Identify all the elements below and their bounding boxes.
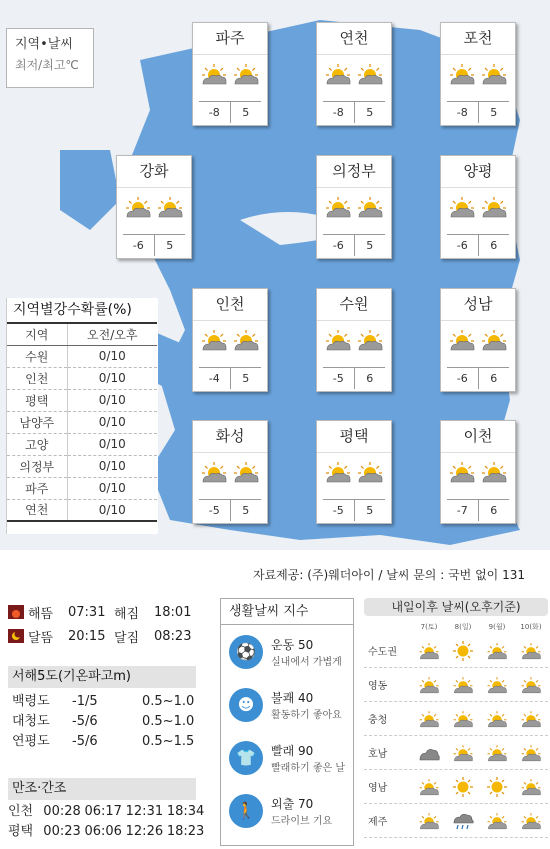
city-temps	[323, 234, 385, 256]
partly-cloudy-icon	[356, 329, 384, 351]
partly-cloudy-icon	[418, 641, 440, 661]
forecast-region: 수도권	[368, 647, 397, 658]
rain-prob: 0/10	[67, 455, 157, 477]
city-card-5	[440, 155, 516, 259]
partly-cloudy-icon	[232, 461, 260, 483]
rain-region: 수원	[7, 345, 67, 367]
city-temps	[447, 234, 509, 256]
partly-cloudy-icon	[448, 329, 476, 351]
rain-prob: 0/10	[67, 433, 157, 455]
rain-row	[7, 367, 157, 389]
forecast-cell	[412, 675, 446, 695]
life-item	[221, 731, 353, 784]
forecast-region: 충청	[368, 715, 388, 726]
forecast-cell	[480, 675, 514, 695]
city-min-temp: -8	[199, 102, 231, 123]
rain-region: 파주	[7, 477, 67, 499]
city-temps	[447, 101, 509, 123]
city-temps	[199, 101, 261, 123]
forecast-title: 내일이후 날씨(오후기준)	[364, 598, 548, 616]
forecast-day: 7(토)	[420, 623, 438, 631]
tide-cell: 18:34	[166, 804, 205, 819]
sun-row	[8, 600, 204, 624]
forecast-cell	[412, 641, 446, 661]
sea-row	[8, 692, 208, 712]
city-name: 성남	[441, 289, 515, 321]
city-max-temp: 6	[490, 239, 498, 252]
city-name: 의정부	[317, 156, 391, 188]
sea-row	[8, 712, 208, 732]
forecast-cell	[480, 743, 514, 763]
city-card-9	[192, 420, 268, 524]
partly-cloudy-icon	[480, 63, 508, 85]
forecast-cell	[412, 709, 446, 729]
life-item-name: 불쾌 40	[271, 690, 314, 705]
partly-cloudy-icon	[418, 811, 440, 831]
city-temps	[123, 234, 185, 256]
sea-row	[8, 732, 208, 752]
sea-island: 대청도	[12, 714, 50, 729]
partly-cloudy-icon	[324, 63, 352, 85]
rain-row	[7, 345, 157, 367]
rain-title: 지역별강수확률(%)	[13, 302, 132, 318]
partly-cloudy-icon	[448, 196, 476, 218]
forecast-day: 10(화)	[520, 623, 542, 631]
rain-header-prob: 오전/오후	[67, 323, 157, 345]
forecast-cell	[480, 641, 514, 661]
city-weather-icons	[441, 55, 515, 93]
moonset-label: 달짐	[114, 630, 140, 646]
sea-title: 서해5도(기온파고m)	[8, 666, 196, 688]
tide-cell: 06:06	[84, 824, 122, 839]
rain-prob: 0/10	[67, 367, 157, 389]
forecast-cell	[514, 777, 548, 797]
city-card-4	[316, 155, 392, 259]
partly-cloudy-icon	[480, 329, 508, 351]
life-item-name: 빨래 90	[271, 743, 314, 758]
city-weather-icons	[317, 55, 391, 93]
city-name: 포천	[441, 23, 515, 55]
sea-island: 연평도	[12, 734, 50, 749]
tide-cell: 12:31	[125, 804, 164, 819]
city-name: 인천	[193, 289, 267, 321]
city-card-6	[192, 288, 268, 392]
forecast-day-headers	[364, 620, 548, 634]
city-min-temp: -4	[199, 368, 231, 389]
rain-prob: 0/10	[67, 499, 157, 521]
life-item-desc: 실내에서 가볍게	[271, 656, 342, 668]
partly-cloudy-icon	[156, 196, 184, 218]
sunny-icon	[452, 777, 474, 797]
sea-wave: 0.5~1.0	[142, 694, 195, 709]
partly-cloudy-icon	[356, 461, 384, 483]
partly-cloudy-icon	[480, 196, 508, 218]
sea-table	[8, 692, 208, 752]
sunrise-time: 07:31	[68, 604, 106, 620]
partly-cloudy-icon	[452, 675, 474, 695]
city-card-8	[440, 288, 516, 392]
life-item-name: 외출 70	[271, 796, 314, 811]
forecast-region: 호남	[368, 749, 388, 760]
moon-row	[8, 624, 204, 648]
city-card-2	[440, 22, 516, 126]
forecast-cell	[514, 641, 548, 661]
city-temps	[447, 367, 509, 389]
rain-header-region: 지역	[7, 323, 67, 345]
life-item-desc: 빨래하기 좋은 날	[271, 762, 345, 774]
moonset-time: 08:23	[154, 628, 192, 644]
city-name: 화성	[193, 421, 267, 453]
city-temps	[323, 367, 385, 389]
partly-cloudy-icon	[486, 743, 508, 763]
partly-cloudy-icon	[232, 63, 260, 85]
forecast-row	[364, 634, 548, 668]
city-name: 파주	[193, 23, 267, 55]
tide-row	[8, 802, 208, 822]
rain-region: 평택	[7, 389, 67, 411]
rain-icon	[452, 811, 474, 831]
forecast-cell	[412, 743, 446, 763]
city-max-temp: 5	[490, 106, 498, 119]
city-max-temp: 6	[366, 372, 374, 385]
sunny-icon	[452, 641, 474, 661]
forecast-row	[364, 770, 548, 804]
forecast-cell	[480, 709, 514, 729]
city-min-temp: -8	[447, 102, 479, 123]
city-min-temp: -6	[447, 368, 479, 389]
city-name: 연천	[317, 23, 391, 55]
city-weather-icons	[441, 321, 515, 359]
partly-cloudy-icon	[486, 675, 508, 695]
forecast-cell	[446, 675, 480, 695]
partly-cloudy-icon	[520, 811, 542, 831]
sunset-time: 18:01	[154, 604, 192, 620]
city-max-temp: 5	[242, 372, 250, 385]
rain-row	[7, 477, 157, 499]
sunrise-label: 해뜸	[28, 606, 54, 622]
life-item	[221, 678, 353, 731]
city-card-7	[316, 288, 392, 392]
city-min-temp: -6	[447, 235, 479, 256]
city-temps	[323, 101, 385, 123]
city-card-10	[316, 420, 392, 524]
tide-title: 만조·간조	[8, 778, 196, 800]
city-max-temp: 5	[366, 239, 374, 252]
tide-row	[8, 822, 208, 842]
forecast-row	[364, 736, 548, 770]
city-max-temp: 6	[490, 372, 498, 385]
forecast-day: 9(월)	[488, 623, 506, 631]
city-min-temp: -5	[199, 500, 231, 521]
tide-cell: 12:26	[125, 824, 164, 839]
city-weather-icons	[193, 321, 267, 359]
partly-cloudy-icon	[324, 461, 352, 483]
forecast-cell	[446, 811, 480, 831]
city-max-temp: 5	[242, 504, 250, 517]
forecast-cell	[446, 777, 480, 797]
rain-row	[7, 455, 157, 477]
tide-table	[8, 802, 208, 842]
legend-units: 최저/최고℃	[15, 58, 79, 72]
sea-island: 백령도	[12, 694, 50, 709]
sunny-icon	[486, 777, 508, 797]
rain-region: 연천	[7, 499, 67, 521]
life-item-desc: 드라이브 기요	[271, 815, 333, 827]
moon-icon	[8, 629, 24, 643]
rain-probability-panel	[6, 298, 158, 534]
partly-cloudy-icon	[356, 63, 384, 85]
moonrise-label: 달뜸	[28, 630, 54, 646]
forecast-cell	[412, 811, 446, 831]
city-max-temp: 5	[366, 106, 374, 119]
city-min-temp: -6	[323, 235, 355, 256]
partly-cloudy-icon	[356, 196, 384, 218]
rain-table	[7, 322, 157, 522]
partly-cloudy-icon	[324, 196, 352, 218]
city-min-temp: -6	[123, 235, 155, 256]
tide-cell: 18:23	[166, 824, 205, 839]
life-item	[221, 625, 353, 678]
partly-cloudy-icon	[452, 743, 474, 763]
life-title: 생활날씨 지수	[221, 599, 353, 625]
city-name: 수원	[317, 289, 391, 321]
forecast-cell	[514, 811, 548, 831]
rain-row	[7, 499, 157, 521]
forecast-cell	[412, 777, 446, 797]
city-min-temp: -7	[447, 500, 479, 521]
partly-cloudy-icon	[520, 777, 542, 797]
partly-cloudy-icon	[520, 709, 542, 729]
exercise-icon: ⚽	[229, 635, 263, 669]
partly-cloudy-icon	[418, 777, 440, 797]
city-weather-icons	[317, 188, 391, 226]
partly-cloudy-icon	[418, 675, 440, 695]
cloudy-icon	[418, 743, 440, 763]
life-item	[221, 784, 353, 837]
partly-cloudy-icon	[448, 461, 476, 483]
sea-temp: -5/6	[72, 714, 98, 729]
forecast-row	[364, 702, 548, 736]
forecast-cell	[446, 743, 480, 763]
forecast-row	[364, 668, 548, 702]
partly-cloudy-icon	[520, 641, 542, 661]
city-max-temp: 5	[366, 504, 374, 517]
partly-cloudy-icon	[124, 196, 152, 218]
city-weather-icons	[193, 55, 267, 93]
partly-cloudy-icon	[486, 709, 508, 729]
tide-cell: 인천	[8, 804, 34, 819]
forecast-cell	[480, 777, 514, 797]
forecast-region: 제주	[368, 817, 388, 828]
forecast-cell	[480, 811, 514, 831]
partly-cloudy-icon	[480, 461, 508, 483]
city-weather-icons	[317, 453, 391, 491]
tide-cell: 평택	[8, 824, 34, 839]
rain-region: 고양	[7, 433, 67, 455]
sea-temp: -1/5	[72, 694, 98, 709]
partly-cloudy-icon	[232, 329, 260, 351]
forecast-region: 영동	[368, 681, 388, 692]
city-temps	[447, 499, 509, 521]
rain-row	[7, 433, 157, 455]
sea-wave: 0.5~1.5	[142, 734, 195, 749]
rain-prob: 0/10	[67, 389, 157, 411]
partly-cloudy-icon	[200, 461, 228, 483]
rain-region: 인천	[7, 367, 67, 389]
rain-prob: 0/10	[67, 477, 157, 499]
life-item-name: 운동 50	[271, 637, 314, 652]
city-temps	[199, 367, 261, 389]
forecast-row	[364, 804, 548, 838]
forecast-cell	[446, 641, 480, 661]
partly-cloudy-icon	[418, 709, 440, 729]
legend-title: 지역•날씨	[15, 37, 73, 52]
city-card-11	[440, 420, 516, 524]
rain-row	[7, 411, 157, 433]
city-card-1	[316, 22, 392, 126]
forecast-cell	[446, 709, 480, 729]
rain-prob: 0/10	[67, 411, 157, 433]
tide-cell: 06:17	[84, 804, 122, 819]
sunrise-icon	[8, 605, 24, 619]
city-min-temp: -5	[323, 500, 355, 521]
discomfort-icon: ☻	[229, 688, 263, 722]
city-weather-icons	[193, 453, 267, 491]
partly-cloudy-icon	[452, 709, 474, 729]
partly-cloudy-icon	[448, 63, 476, 85]
city-min-temp: -8	[323, 102, 355, 123]
sun-moon-panel	[8, 600, 204, 648]
partly-cloudy-icon	[486, 811, 508, 831]
forecast-panel	[364, 598, 548, 838]
outing-icon: 🚶	[229, 794, 263, 828]
partly-cloudy-icon	[200, 329, 228, 351]
rain-region: 의정부	[7, 455, 67, 477]
sea-temp: -5/6	[72, 734, 98, 749]
city-min-temp: -5	[323, 368, 355, 389]
partly-cloudy-icon	[486, 641, 508, 661]
partly-cloudy-icon	[324, 329, 352, 351]
sunset-label: 해짐	[114, 606, 140, 622]
city-weather-icons	[441, 188, 515, 226]
city-name: 강화	[117, 156, 191, 188]
city-weather-icons	[441, 453, 515, 491]
city-weather-icons	[117, 188, 191, 226]
city-max-temp: 5	[242, 106, 250, 119]
city-max-temp: 5	[166, 239, 174, 252]
moonrise-time: 20:15	[68, 628, 106, 644]
city-card-0	[192, 22, 268, 126]
forecast-day: 8(일)	[454, 623, 472, 631]
city-card-3	[116, 155, 192, 259]
partly-cloudy-icon	[200, 63, 228, 85]
source-credit: 자료제공: (주)웨더아이 / 날씨 문의 : 국번 없이 131	[253, 568, 525, 582]
city-name: 양평	[441, 156, 515, 188]
sea-wave: 0.5~1.0	[142, 714, 195, 729]
rain-row	[7, 389, 157, 411]
rain-prob: 0/10	[67, 345, 157, 367]
city-weather-icons	[317, 321, 391, 359]
city-temps	[199, 499, 261, 521]
forecast-region: 영남	[368, 783, 388, 794]
forecast-cell	[514, 675, 548, 695]
city-temps	[323, 499, 385, 521]
partly-cloudy-icon	[520, 675, 542, 695]
tide-cell: 00:28	[43, 804, 81, 819]
forecast-cell	[514, 709, 548, 729]
laundry-icon: 👕	[229, 741, 263, 775]
life-item-desc: 활동하기 좋아요	[271, 709, 342, 721]
tide-cell: 00:23	[43, 824, 81, 839]
rain-region: 남양주	[7, 411, 67, 433]
city-name: 평택	[317, 421, 391, 453]
city-max-temp: 6	[490, 504, 498, 517]
city-name: 이천	[441, 421, 515, 453]
map-legend	[6, 28, 94, 88]
life-weather-panel	[220, 598, 354, 846]
forecast-cell	[514, 743, 548, 763]
partly-cloudy-icon	[520, 743, 542, 763]
